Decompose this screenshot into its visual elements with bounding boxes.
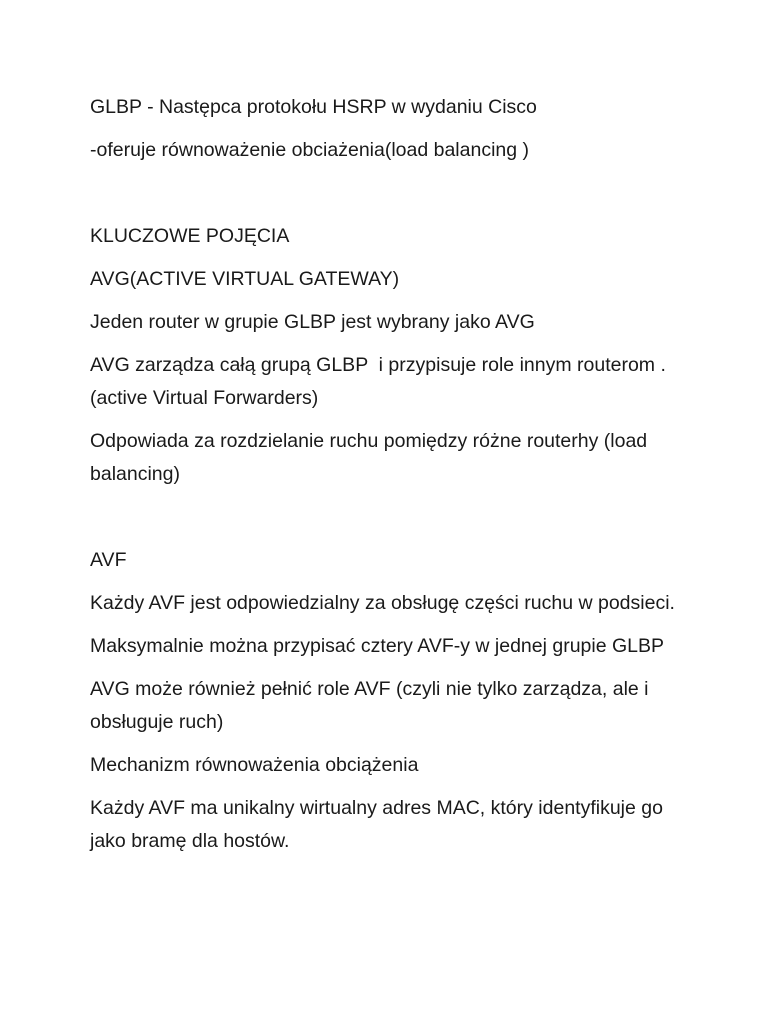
document-body xyxy=(90,91,680,868)
section-heading-avf: AVF xyxy=(90,549,127,571)
blank-line xyxy=(90,501,680,544)
section-heading-key-concepts: KLUCZOWE POJĘCIA xyxy=(90,225,290,247)
paragraph-avg-manages: AVG zarządza całą grupą GLBP i przypisuje role innym routerom .(active Virtual Forwarders) xyxy=(90,354,666,409)
paragraph-title: GLBP - Następca protokołu HSRP w wydaniu Cisco xyxy=(90,96,537,118)
blank-line xyxy=(90,177,680,220)
paragraph-load-balancing: -oferuje równoważenie obciażenia(load balancing ) xyxy=(90,139,530,161)
paragraph-avf-mac: Każdy AVF ma unikalny wirtualny adres MAC, który identyfikuje go jako bramę dla hostów. xyxy=(90,797,669,852)
paragraph-avg-distributes: Odpowiada za rozdzielanie ruchu pomiędzy różne routerhy (load balancing) xyxy=(90,430,653,485)
paragraph-avf-max-count: Maksymalnie można przypisać cztery AVF-y w jednej grupie GLBP xyxy=(90,635,665,657)
paragraph-avg-as-avf: AVG może również pełnić role AVF (czyli nie tylko zarządza, ale i obsługuje ruch) xyxy=(90,678,654,733)
paragraph-avg-heading: AVG(ACTIVE VIRTUAL GATEWAY) xyxy=(90,268,400,290)
paragraph-mechanism-heading: Mechanizm równoważenia obciążenia xyxy=(90,754,419,776)
paragraph-avf-responsibility: Każdy AVF jest odpowiedzialny za obsługę części ruchu w podsieci. xyxy=(90,592,675,614)
paragraph-avg-election: Jeden router w grupie GLBP jest wybrany jako AVG xyxy=(90,311,535,333)
